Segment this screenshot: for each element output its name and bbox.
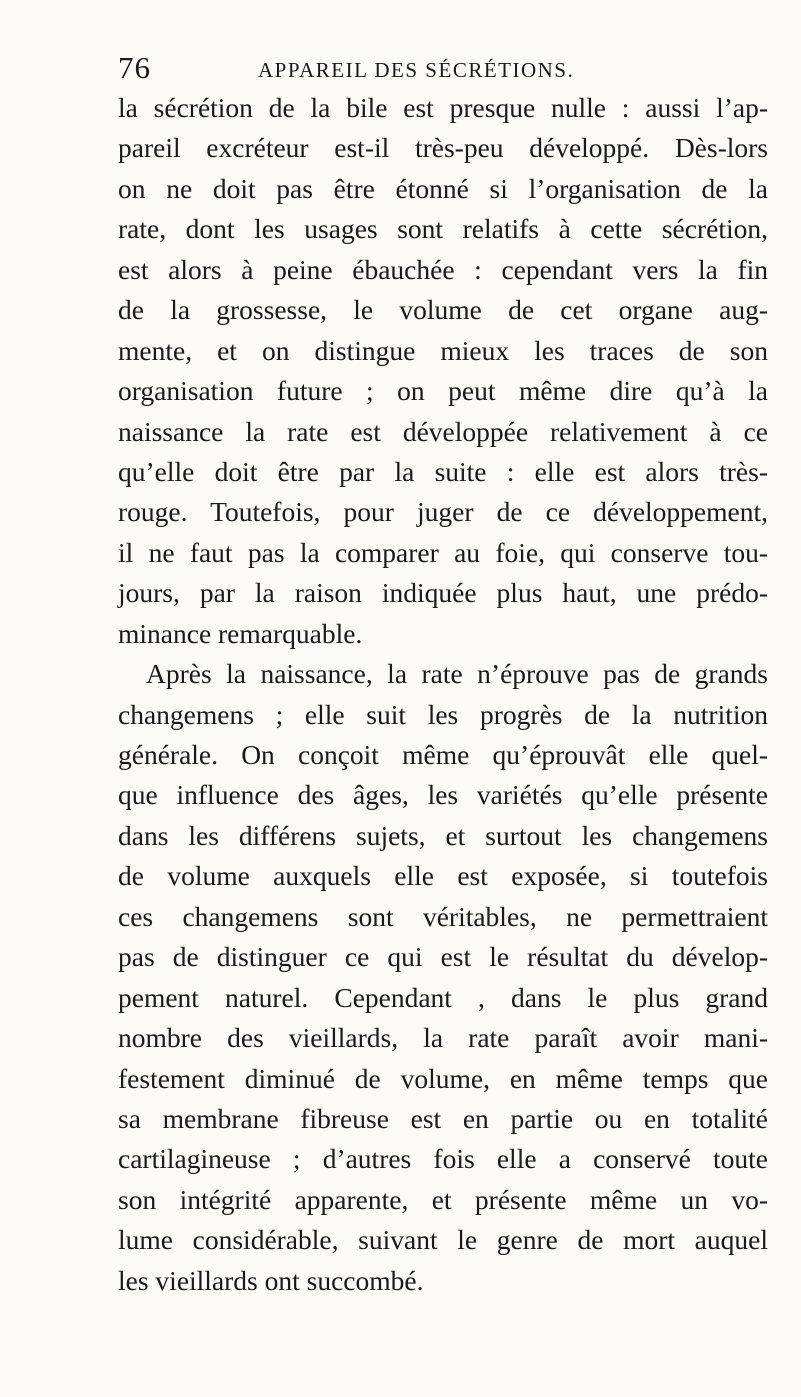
text-line: mente, et on distingue mieux les traces de son — [118, 334, 768, 366]
text-line: de la grossesse, le volume de cet organe aug- — [118, 294, 768, 326]
text-line: qu’elle doit être par la suite : elle est alors très- — [118, 455, 768, 487]
text-line: organisation future ; on peut même dire qu’à la — [118, 375, 768, 407]
text-line: son intégrité apparente, et présente même un vo- — [118, 1183, 768, 1215]
page-number: 76 — [118, 50, 151, 85]
text-line: pement naturel. Cependant , dans le plus grand — [118, 981, 768, 1013]
text-line: rouge. Toutefois, pour juger de ce développement, — [118, 496, 768, 528]
text-line: changemens ; elle suit les progrès de la nutrition — [118, 698, 768, 730]
text-line: naissance la rate est développée relativement à ce — [118, 415, 768, 447]
text-line: minance remarquable. — [118, 617, 363, 649]
text-line: la sécrétion de la bile est presque nulle : aussi l’ap- — [118, 92, 768, 123]
text-line: pas de distinguer ce qui est le résultat du dévelop- — [118, 941, 768, 973]
text-line: pareil excréteur est-il très-peu développé. Dès-lors — [118, 132, 768, 164]
body-text — [118, 88, 768, 1301]
text-line: générale. On conçoit même qu’éprouvât elle quel- — [118, 739, 768, 770]
page-header — [118, 50, 678, 90]
text-line: est alors à peine ébauchée : cependant vers la fin — [118, 253, 768, 285]
text-line: sa membrane fibreuse est en partie ou en totalité — [118, 1102, 768, 1134]
running-head: APPAREIL DES SÉCRÉTIONS. — [258, 58, 575, 82]
text-line: rate, dont les usages sont relatifs à cette sécrétion, — [118, 213, 768, 245]
text-line: de volume auxquels elle est exposée, si toutefois — [118, 860, 768, 892]
text-line: cartilagineuse ; d’autres fois elle a conservé toute — [118, 1143, 768, 1175]
text-line: nombre des vieillards, la rate paraît avoir mani- — [118, 1022, 768, 1054]
text-line: festement diminué de volume, en même temps que — [118, 1062, 768, 1094]
text-line: il ne faut pas la comparer au foie, qui conserve tou- — [118, 536, 768, 568]
text-line: dans les différens sujets, et surtout les changemens — [118, 819, 768, 851]
text-line: jours, par la raison indiquée plus haut, une prédo- — [118, 577, 768, 609]
text-line: ces changemens sont véritables, ne permettraient — [118, 900, 768, 932]
text-line: que influence des âges, les variétés qu’elle présente — [118, 779, 768, 811]
text-line: les vieillards ont succombé. — [118, 1264, 424, 1296]
text-line: on ne doit pas être étonné si l’organisation de la — [118, 172, 768, 204]
text-line: lume considérable, suivant le genre de mort auquel — [118, 1224, 768, 1256]
text-line: Après la naissance, la rate n’éprouve pas de grands — [146, 658, 768, 690]
